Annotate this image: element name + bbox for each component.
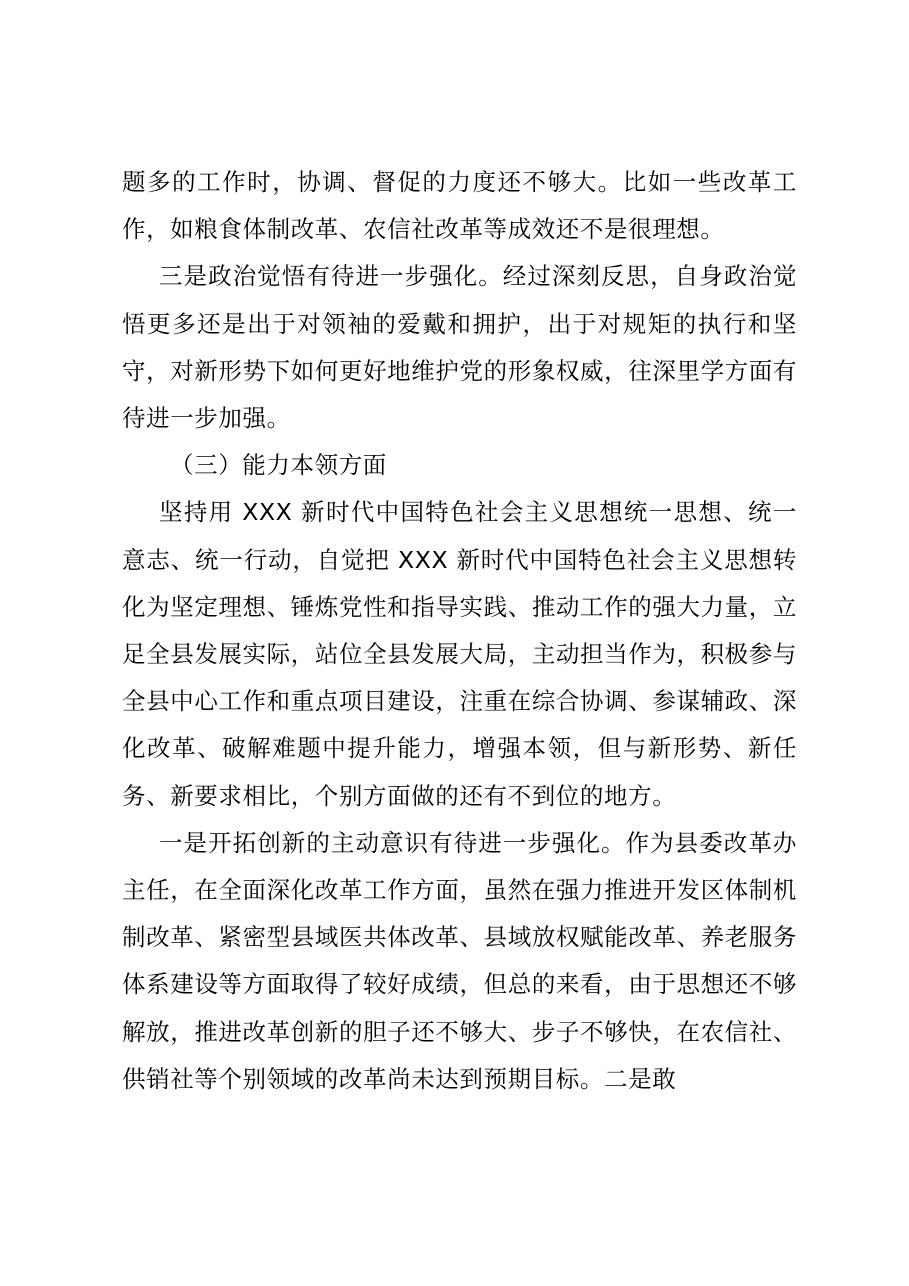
paragraph-ability-overview: 坚持用 XXX 新时代中国特色社会主义思想统一思想、统一意志、统一行动，自觉把 XXX 新时代中国特色社会主义思想转化为坚定理想、锤炼党性和指导实践、推动工作的强大力量，立足全县发展实际，站位全县发展大局，主动担当作为，积极参与全县中心工作和重点项目建设，注重在综合协调、参谋辅政、深化改革、破解难题中提升能力，增强本领，但与新形势、新任务、新要求相比，个别方面做的还有不到位的地方。 — [122, 498, 797, 810]
paragraph-innovation-awareness: 一是开拓创新的主动意识有待进一步强化。作为县委改革办主任，在全面深化改革工作方面，虽然在强力推进开发区体制机制改革、紧密型县域医共体改革、县域放权赋能改革、养老服务体系建设等方面取得了较好成绩，但总的来看，由于思想还不够解放，推进改革创新的胆子还不够大、步子不够快，在农信社、供销社等个别领域的改革尚未达到预期目标。二是敢 — [122, 828, 797, 1093]
paragraph-continuation: 题多的工作时，协调、督促的力度还不够大。比如一些改革工作，如粮食体制改革、农信社改革等成效还不是很理想。 — [122, 168, 797, 244]
paragraph-political-awareness: 三是政治觉悟有待进一步强化。经过深刻反思，自身政治觉悟更多还是出于对领袖的爱戴和拥护，出于对规矩的执行和坚守，对新形势下如何更好地维护党的形象权威，往深里学方面有待进一步加强。 — [122, 262, 797, 433]
document-body — [122, 159, 797, 1103]
section-heading-ability: （三）能力本领方面 — [170, 451, 387, 480]
